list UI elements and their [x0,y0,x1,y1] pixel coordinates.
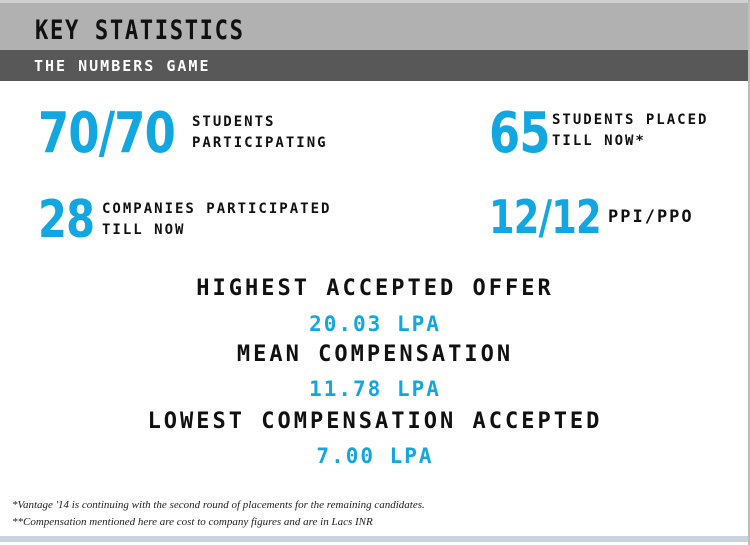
subheader-band [0,50,750,81]
footnote-compensation: **Compensation mentioned here are cost to company figures and are in Lacs INR [12,516,373,528]
highest-offer-value: 20.03 LPA [309,312,441,336]
section-subtitle: THE NUMBERS GAME [34,57,211,75]
participating-number: 70/70 [38,101,176,166]
lowest-compensation-value: 7.00 LPA [316,444,434,468]
companies-label-line2: TILL NOW [102,222,186,238]
ppi-number: 12/12 [489,190,601,244]
companies-label-line1: COMPANIES PARTICIPATED [102,201,332,217]
highest-offer-label: HIGHEST ACCEPTED OFFER [196,276,554,301]
companies-number: 28 [38,190,95,250]
placed-label-line1: STUDENTS PLACED [552,112,709,128]
placed-number: 65 [489,101,550,166]
footnote-placements: *Vantage '14 is continuing with the second round of placements for the remaining candidates. [12,499,425,511]
header-band [0,3,750,50]
ppi-label: PPI/PPO [608,207,694,227]
participating-label-line2: PARTICIPATING [192,135,328,151]
lowest-compensation-label: LOWEST COMPENSATION ACCEPTED [147,409,603,434]
page-title: KEY STATISTICS [35,15,245,46]
mean-compensation-label: MEAN COMPENSATION [236,342,514,367]
bottom-divider [0,536,750,542]
placed-label-line2: TILL NOW* [552,133,646,149]
participating-label-line1: STUDENTS [192,114,276,130]
placed-label [552,110,708,152]
mean-compensation-value: 11.78 LPA [309,377,441,401]
companies-label [102,199,331,241]
participating-label [192,112,328,154]
